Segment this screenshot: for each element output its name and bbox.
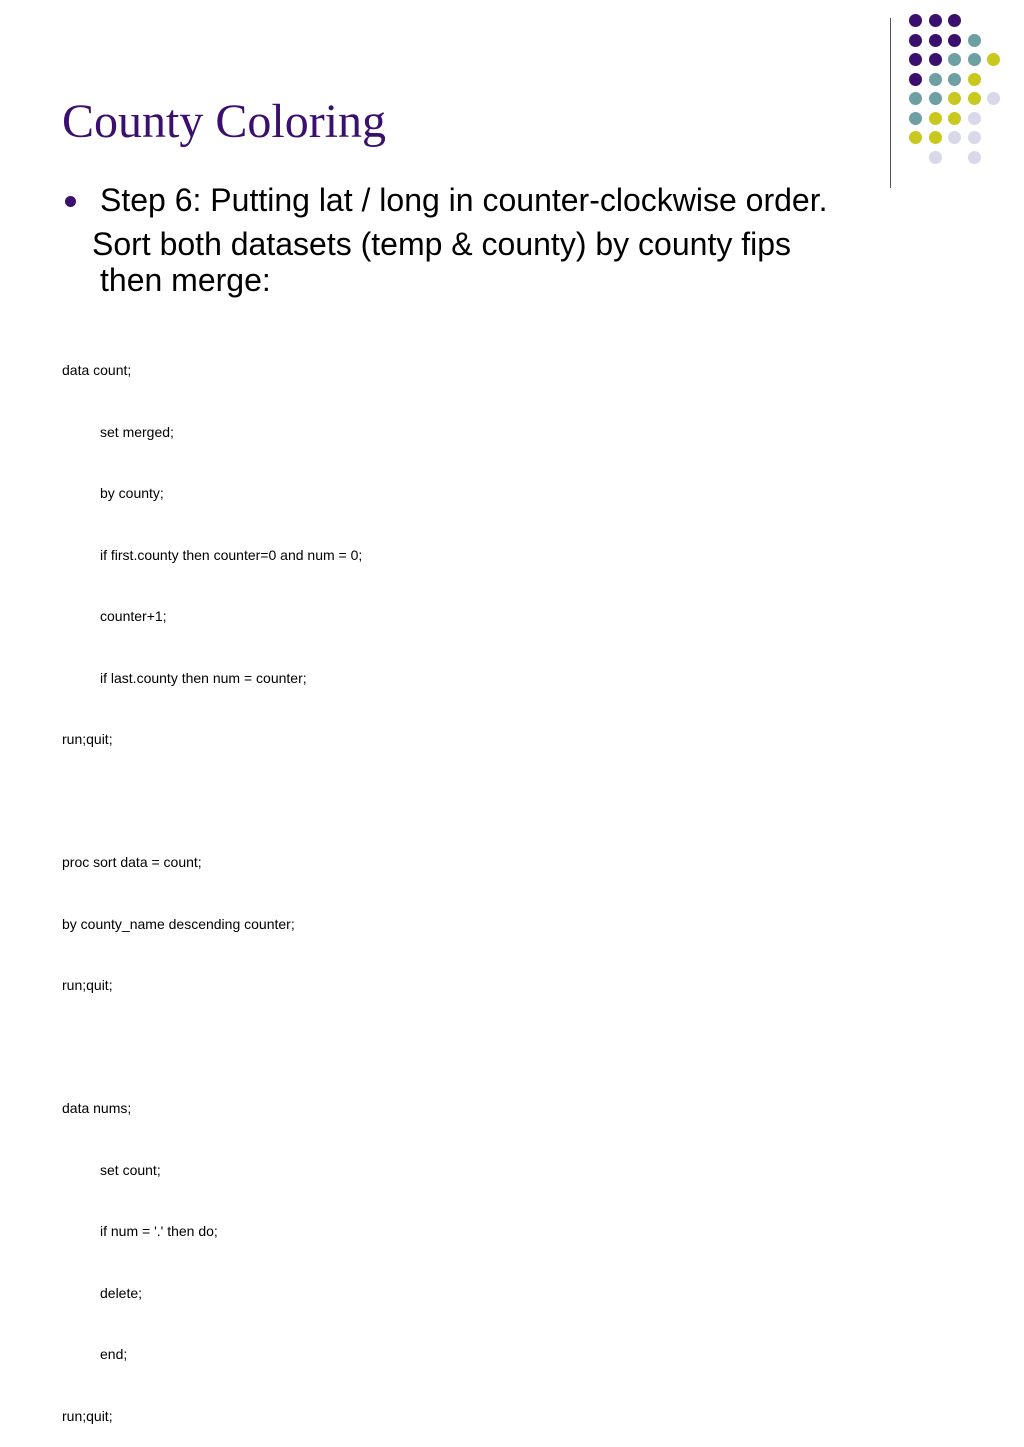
decorative-dot	[929, 34, 942, 47]
bullet-text: Step 6: Putting lat / long in counter-clockwise order.	[100, 182, 828, 218]
code-line-blank	[62, 1037, 362, 1058]
decorative-dot	[968, 112, 981, 125]
code-line: run;quit;	[62, 1407, 113, 1424]
code-line: run;quit;	[62, 977, 113, 993]
decorative-dot	[948, 34, 961, 47]
decorative-dot	[948, 73, 961, 86]
code-line: end;	[100, 1346, 128, 1362]
decorative-dot	[909, 73, 922, 86]
instruction-paragraph	[92, 226, 942, 298]
code-line: if last.county then num = counter;	[100, 669, 307, 686]
decorative-dot	[929, 151, 942, 164]
decorative-dot	[929, 53, 942, 66]
code-line: if num = '.' then do;	[100, 1223, 218, 1239]
decorative-dot	[987, 53, 1000, 66]
code-line-blank	[62, 791, 362, 812]
decorative-dot	[929, 131, 942, 144]
decorative-dot	[909, 53, 922, 66]
decorative-dot	[968, 73, 981, 86]
decorative-dot	[948, 53, 961, 66]
bullet-dot-icon	[65, 196, 76, 207]
sas-code-block	[62, 319, 362, 1447]
code-line: set merged;	[100, 423, 174, 440]
decorative-dot	[929, 92, 942, 105]
header-divider-line	[890, 18, 891, 188]
decorative-dot-grid	[909, 14, 1009, 164]
decorative-dot	[909, 112, 922, 125]
paragraph-line-2: then merge:	[100, 262, 271, 298]
code-line: by county;	[100, 485, 164, 501]
paragraph-line-1: Sort both datasets (temp & county) by county fips	[92, 226, 792, 262]
code-line: if first.county then counter=0 and num = 0;	[100, 546, 363, 563]
decorative-dot	[909, 92, 922, 105]
decorative-dot	[968, 151, 981, 164]
code-line: proc sort data = count;	[62, 854, 202, 870]
decorative-dot	[968, 92, 981, 105]
decorative-dot	[968, 131, 981, 144]
code-line: run;quit;	[62, 731, 113, 747]
decorative-dot	[909, 34, 922, 47]
decorative-dot	[909, 14, 922, 27]
code-line: delete;	[100, 1284, 143, 1301]
code-line: set count;	[100, 1161, 161, 1178]
code-line: data nums;	[62, 1100, 132, 1116]
decorative-dot	[909, 131, 922, 144]
decorative-dot	[987, 92, 1000, 105]
code-line: data count;	[62, 362, 132, 378]
code-line: counter+1;	[100, 608, 167, 624]
slide-title: County Coloring	[62, 95, 387, 148]
code-line: by county_name descending counter;	[62, 915, 295, 932]
decorative-dot	[948, 112, 961, 125]
decorative-dot	[948, 14, 961, 27]
decorative-dot	[929, 73, 942, 86]
decorative-dot	[968, 34, 981, 47]
decorative-dot	[948, 131, 961, 144]
decorative-dot	[929, 112, 942, 125]
decorative-dot	[968, 53, 981, 66]
decorative-dot	[948, 92, 961, 105]
decorative-dot	[929, 14, 942, 27]
